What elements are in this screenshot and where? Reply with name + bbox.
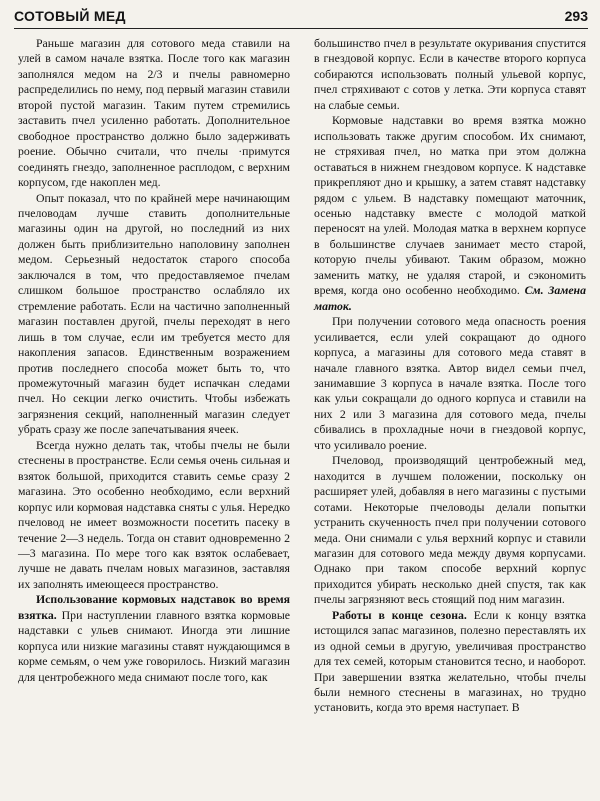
- paragraph-continuation: большинство пчел в результате окуривания спустится в гнездовой корпус. Если в качестве второго корпуса собираются использовать полный ульевой корпус, пчел стряхивают с сотов у летка. Эти корпуса ставят на слабые семьи.: [314, 36, 586, 112]
- paragraph: Раньше магазин для сотового меда ставили на улей в самом начале взятка. После того как магазин заполнялся медом на 2/3 и пчелы равномерно распределились по нему, под первый магазин ставили второй пустой магазин. Таким путем стремились заставить пчел усиленно работать. Дополнительное свободное пространство должно было задерживать роение. Обычно считали, что пчелы ·примутся соединять гнездо, заполненное расплодом, с верхним корпусом, где накоплен мед.: [18, 36, 290, 190]
- paragraph: Пчеловод, производящий центробежный мед, находится в лучшем положении, поскольку он расширяет улей, добавляя в него магазины с пустыми сотами. Некоторые пчеловоды делали попытки устранить скученность пчел при получении сотового меда. Они снимали с улья верхний корпус и ставили магазин для сотового меда между двумя корпусами. Однако при таком способе верхний корпус приходится убирать несколько дней спустя, так как пчелы загрязняют весь стоящий под ним магазин.: [314, 453, 586, 607]
- paragraph-with-subheading: [18, 592, 290, 685]
- paragraph-text: Кормовые надставки во время взятка можно использовать также другим способом. Их снимают, не стряхивая пчел, но матка при этом должна оставаться в нижнем гнездовом корпусе. К надставке прикрепляют дно и крышку, а затем ставят надставку рядом с ульем. В надставку помещают маточник, осенью надставку вместе с молодой маткой переносят на улей. Молодая матка в верхнем корпусе в большинстве случаев занимает место старой, которую пчелы убивают. Таким образом, можно заменить матку, не удаляя старой, и сэкономить время, когда оно особенно необходимо.: [314, 113, 586, 298]
- paragraph-with-subheading: [314, 608, 586, 716]
- page-number: 293: [564, 8, 588, 24]
- paragraph-text: При наступлении главного взятка кормовые надставки с ульев снимают. Иногда эти лишние корпуса или низкие магазины ставят нуждающимся в корме семьям, о чем уже говорилось. Низкий магазин для центробежного меда снимают после того, как: [18, 607, 290, 684]
- paragraph: Всегда нужно делать так, чтобы пчелы не были стеснены в пространстве. Если семья очень сильная и взяток большой, приходится ставить семье сразу 2 магазина. Это особенно необходимо, если верхний корпус или кормовая надставка сняты с улья. Нередко пчеловод не имеет возможности посетить пасеку в течение 2—3 недель. Тогда он ставит одновременно 2—3 магазина. По мере того как взяток ослабевает, лучше не давать пчелам новых магазинов, заставляя их заполнять имеющееся пространство.: [18, 437, 290, 591]
- paragraph: [314, 113, 586, 314]
- page-header: [14, 6, 588, 29]
- paragraph-text: Если к концу взятка истощился запас магазинов, полезно переставлять их из одной семьи в другую, увеличивая пространство для тех семей, которым становится тесно, и наоборот. При завершении взятка желательно, чтобы пчелы были немного стеснены в магазинах, но трудно установить, когда это время наступает. В: [314, 607, 587, 715]
- section-subheading: Работы в конце сезона.: [332, 607, 467, 622]
- running-title: СОТОВЫЙ МЕД: [14, 8, 126, 24]
- left-column: [18, 36, 290, 685]
- section-subheading: Использование кормовых надставок во время взятка.: [18, 592, 290, 622]
- paragraph: Опыт показал, что по крайней мере начинающим пчеловодам лучше ставить дополнительные магазины один на другой, но последний из них должен быть приблизительно наполовину заполнен медом. Серьезный недостаток старого способа заключался в том, что предоставляемое пчелам слишком большое пространство ослабляло их стремление работать. Если на частично заполненный магазин поставлен другой, пчелы переходят в него лишь в том случае, если им требуется место для накопления запасов. Единственным возражением против последнего способа может быть то, что промежуточный магазин будет испачкан следами пчел. Но секции легко очистить. Чтобы избежать загрязнения секций, наполненный магазин следует убрать сразу же после запечатывания ячеек.: [18, 190, 290, 437]
- cross-reference: См. Замена маток.: [314, 283, 587, 313]
- paragraph: При получении сотового меда опасность роения усиливается, если улей сокращают до одного корпуса, а магазины для сотового меда ставят в начале главного взятка. Автор видел семьи пчел, занимавшие 3 корпуса в начале взятка. После того как ульи сокращали до одного корпуса и ставили на них 2 или 3 магазина для сотового меда, пчелы сбивались в прохладные ночи в гнездовой корпус, что усиливало роение.: [314, 314, 586, 452]
- right-column: [314, 36, 586, 716]
